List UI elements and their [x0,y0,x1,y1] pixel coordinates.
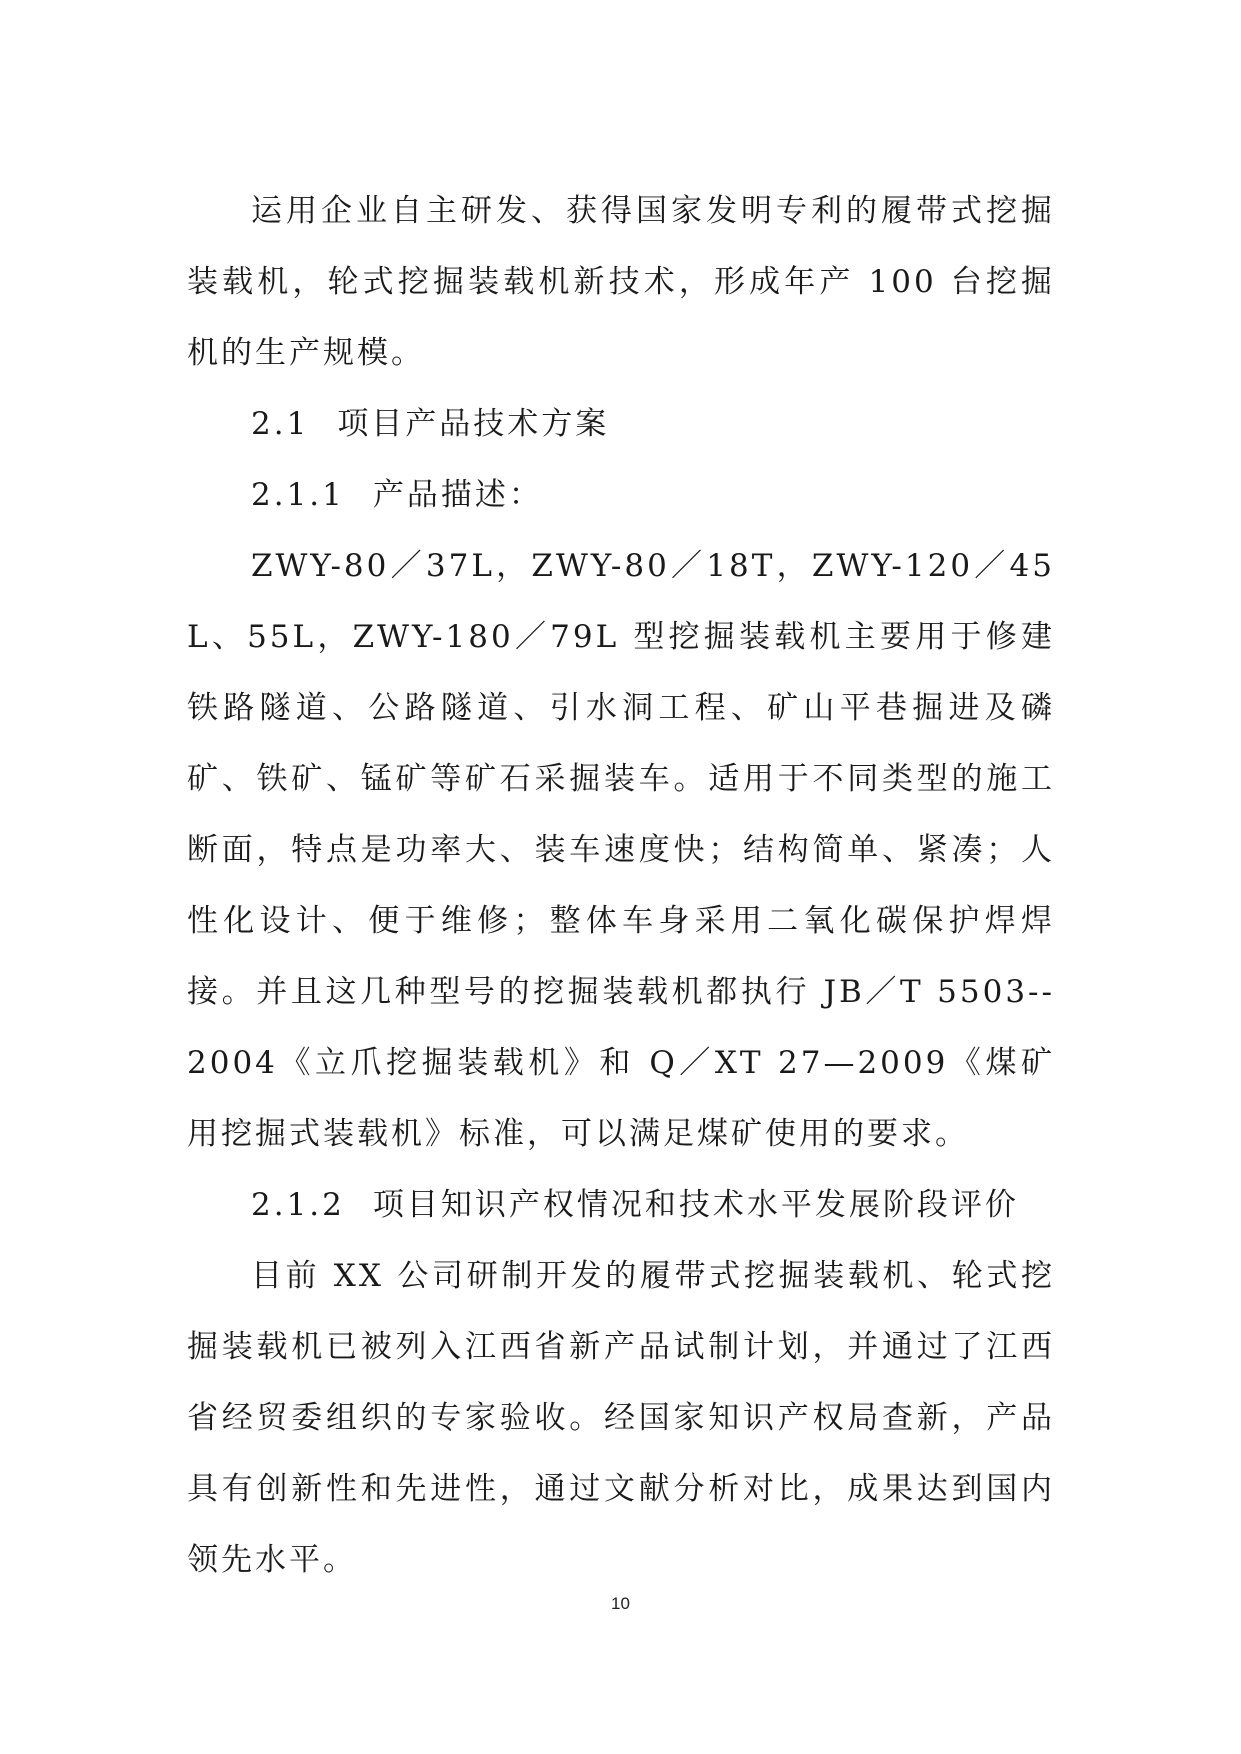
section-number: 2.1.1 [251,477,345,513]
section-heading-2-1 [187,389,1055,460]
product-description-paragraph: ZWY-80／37L，ZWY-80／18T，ZWY-120／45L、55L，ZWY-180／79L 型挖掘装载机主要用于修建铁路隧道、公路隧道、引水洞工程、矿山平巷掘进及磷矿、铁矿、锰矿等矿石采掘装车。适用于不同类型的施工断面，特点是功率大、装车速度快；结构简单、紧凑；人性化设计、便于维修；整体车身采用二氧化碳保护焊焊接。并且这几种型号的挖掘装载机都执行 JB／T 5503--2004《立爪挖掘装载机》和 Q／XT 27—2009《煤矿用挖掘式装载机》标准，可以满足煤矿使用的要求。 [187,548,1055,1152]
section-title: 项目产品技术方案 [337,406,610,442]
page-body [187,176,1055,1596]
page-number: 10 [611,1594,630,1613]
section-heading-2-1-2 [187,1170,1055,1241]
section-number: 2.1 [251,406,310,442]
intro-paragraph: 运用企业自主研发、获得国家发明专利的履带式挖掘装载机，轮式挖掘装载机新技术，形成年产 100 台挖掘机的生产规模。 [187,193,1055,371]
section-heading-2-1-1 [187,460,1055,531]
section-title: 项目知识产权情况和技术水平发展阶段评价 [372,1187,1019,1223]
section-number: 2.1.2 [251,1187,345,1223]
ip-status-paragraph: 目前 XX 公司研制开发的履带式挖掘装载机、轮式挖掘装载机已被列入江西省新产品试制计划，并通过了江西省经贸委组织的专家验收。经国家知识产权局查新，产品具有创新性和先进性，通过文献分析对比，成果达到国内领先水平。 [187,1258,1055,1578]
section-title: 产品描述： [372,477,543,513]
